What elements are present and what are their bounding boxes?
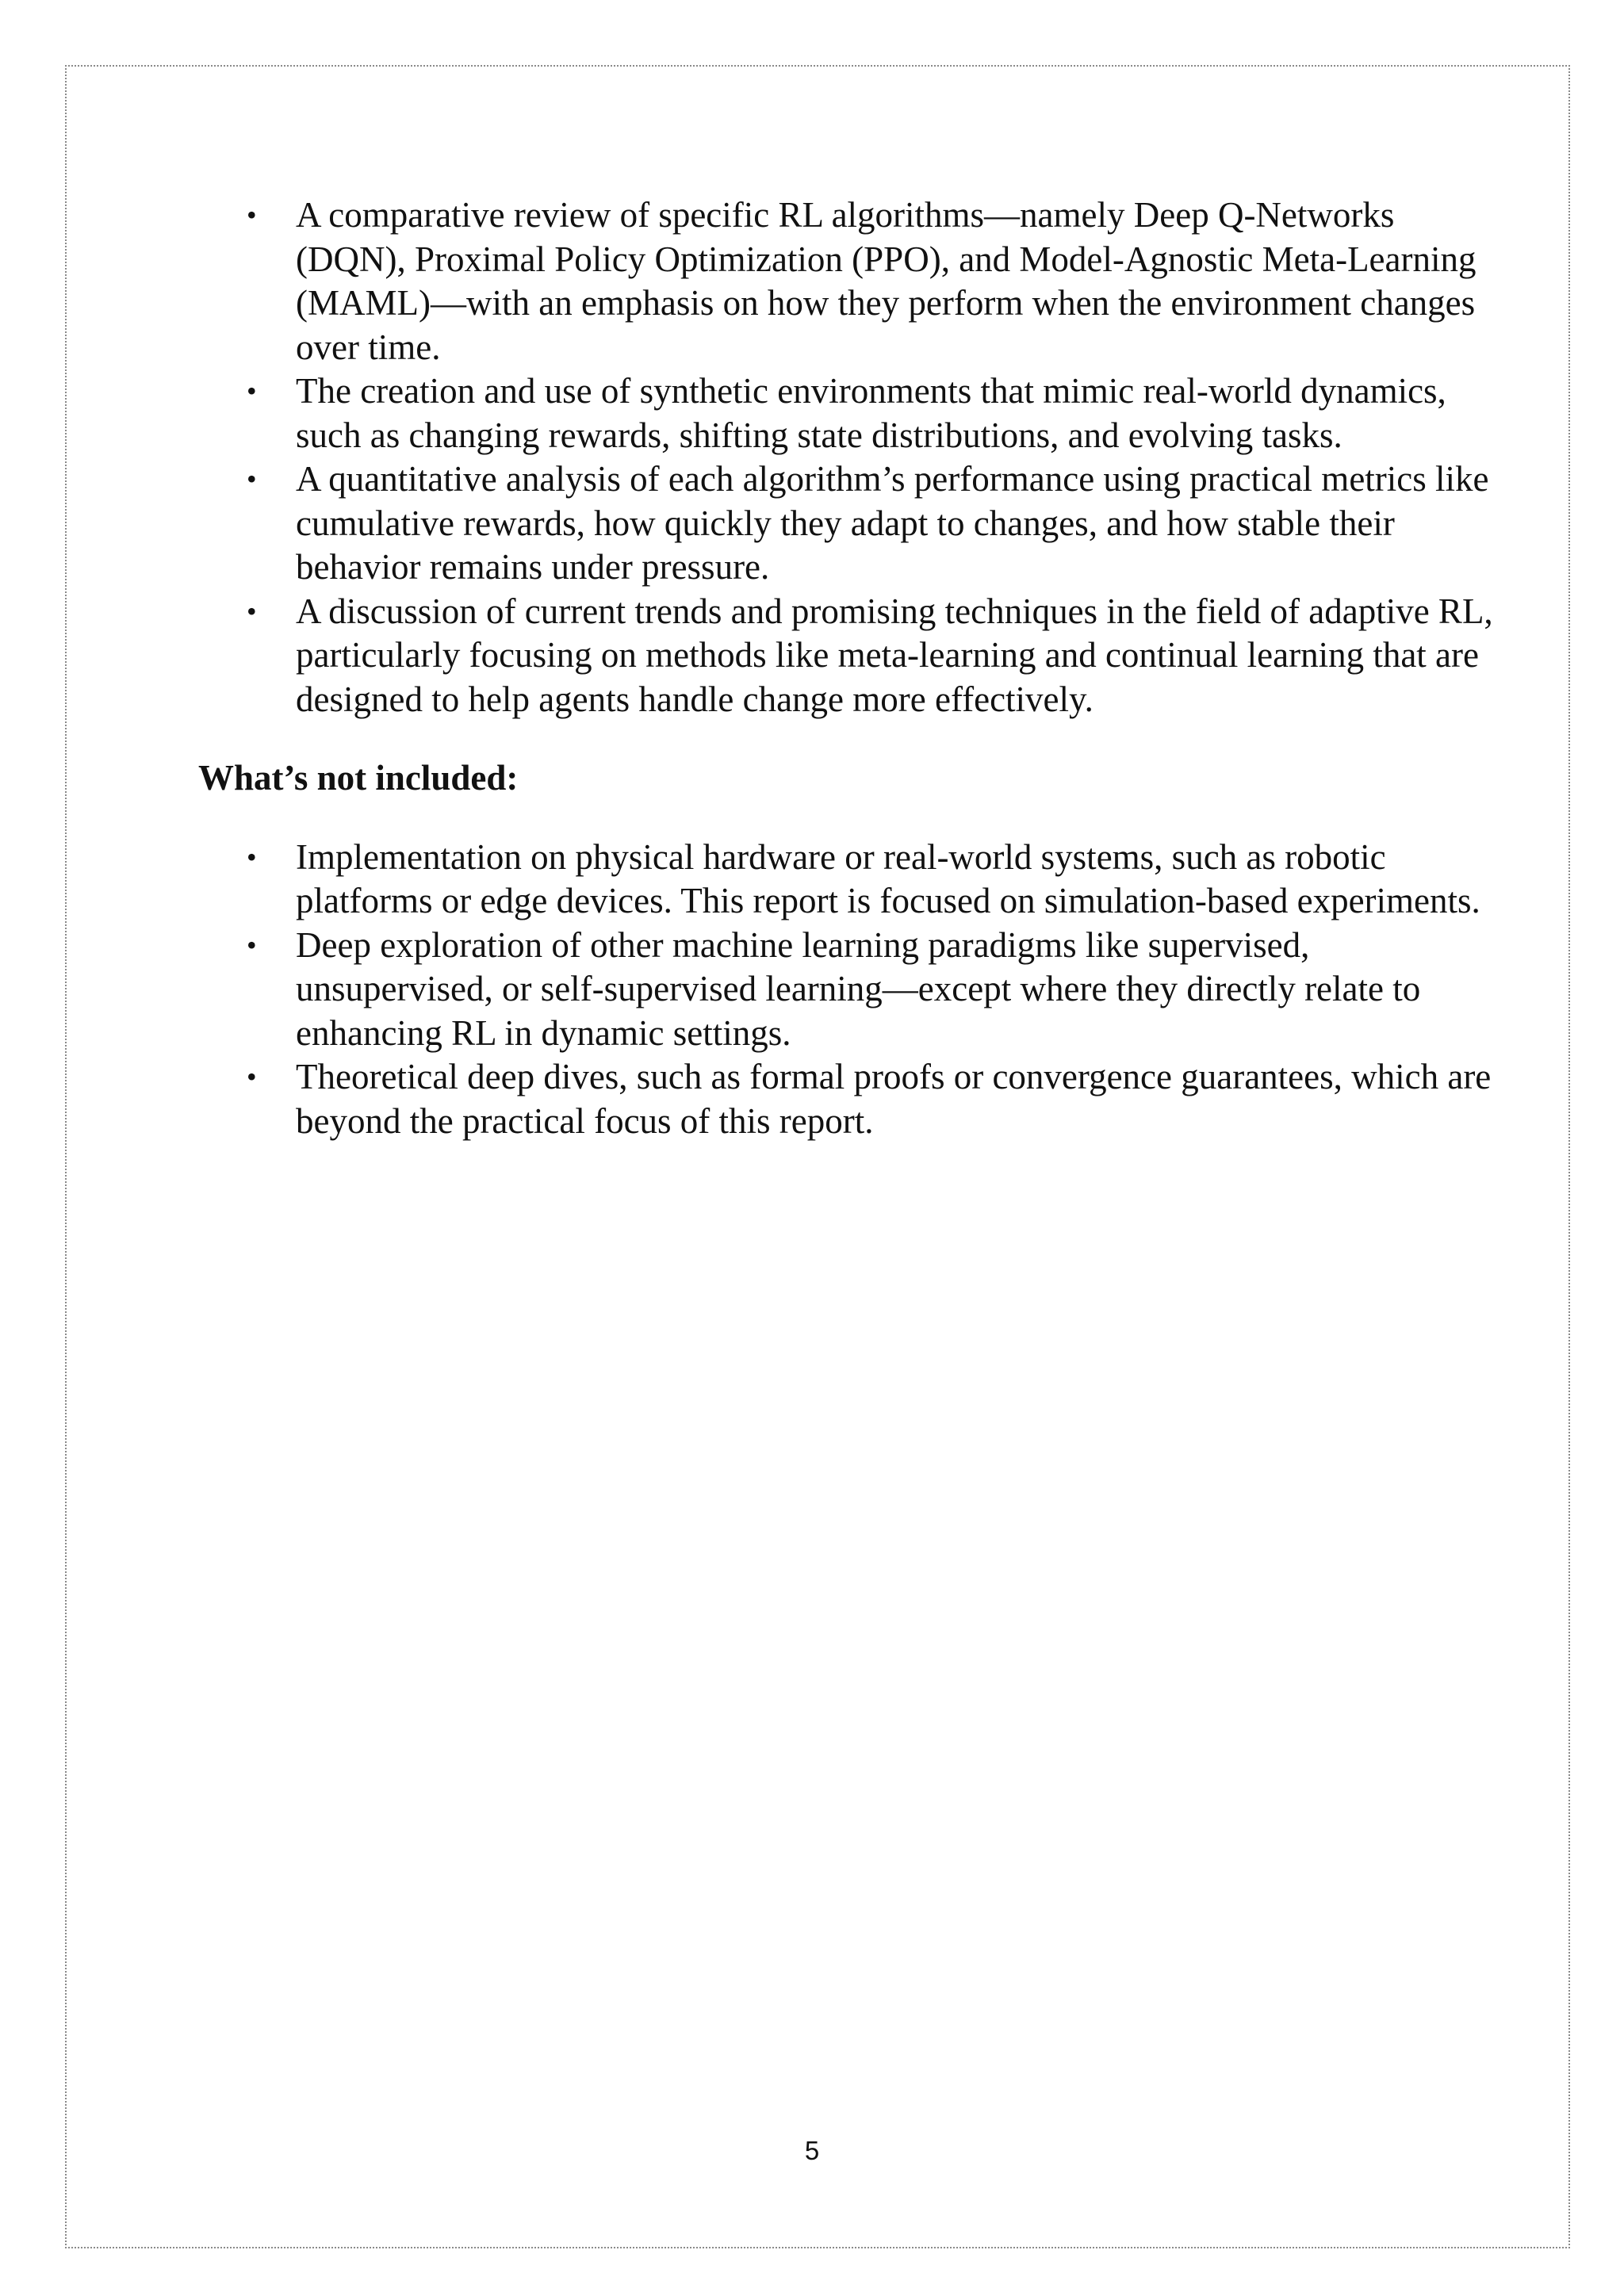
list-item-text: A comparative review of specific RL algorithms—namely Deep Q-Networks (DQN), Proximal Policy Optimization (PPO), and Model-Agnostic Meta-Learning (MAML)—with an emphasis on how they perform when the environment changes over time. [296,195,1477,367]
page-number: 5 [804,2136,820,2165]
list-item-text: A quantitative analysis of each algorithm’s performance using practical metrics like cumulative rewards, how quickly they adapt to changes, and how stable their behavior remains under pressure. [296,459,1489,587]
list-item-text: The creation and use of synthetic environments that mimic real-world dynamics, such as changing rewards, shifting state distributions, and evolving tasks. [296,371,1446,455]
bullet-icon: • [247,840,257,873]
list-item-text: Theoretical deep dives, such as formal proofs or convergence guarantees, which are beyond the practical focus of this report. [296,1057,1492,1141]
list-item [198,1055,1499,1143]
list-item [198,924,1499,1056]
list-item [198,836,1499,924]
list-item [198,369,1499,457]
bullet-icon: • [247,375,257,407]
bullet-icon: • [247,199,257,231]
not-included-list [198,836,1499,1144]
bullet-icon: • [247,1061,257,1093]
list-item [198,193,1499,369]
bullet-icon: • [247,595,257,627]
list-item [198,457,1499,590]
bullet-icon: • [247,463,257,495]
list-item-text: A discussion of current trends and promising techniques in the field of adaptive RL, particularly focusing on methods like meta-learning and continual learning that are designed to help agents handle change more effectively. [296,591,1493,719]
bullet-icon: • [247,928,257,961]
not-included-heading: What’s not included: [198,758,519,798]
included-list [198,193,1499,721]
page-content [198,193,1499,1143]
list-item [198,590,1499,722]
list-item-text: Implementation on physical hardware or real-world systems, such as robotic platforms or edge devices. This report is focused on simulation-based experiments. [296,836,1480,920]
list-item-text: Deep exploration of other machine learning paradigms like supervised, unsupervised, or self-supervised learning—except where they directly relate to enhancing RL in dynamic settings. [296,924,1421,1053]
